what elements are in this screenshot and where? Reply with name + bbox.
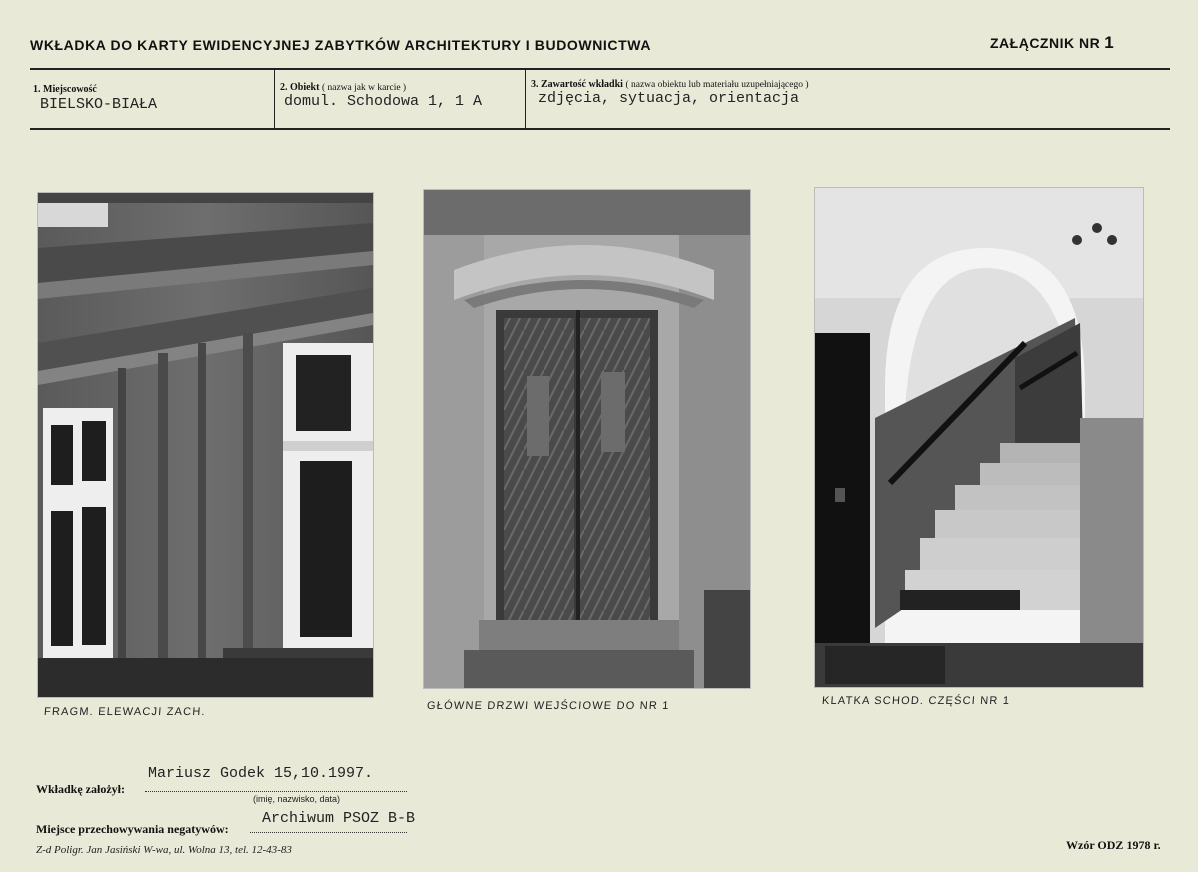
top-rule bbox=[30, 68, 1170, 70]
staircase-illustration bbox=[815, 188, 1143, 687]
facade-illustration bbox=[38, 193, 373, 697]
object-label-text: 2. Obiekt bbox=[280, 82, 320, 93]
locality-label bbox=[33, 84, 97, 95]
negatives-value: Archiwum PSOZ B-B bbox=[262, 810, 416, 827]
founded-dotted-line bbox=[145, 791, 407, 792]
door-illustration bbox=[424, 190, 750, 688]
founded-hint: (imię, nazwisko, data) bbox=[253, 794, 341, 804]
printer-imprint: Z-d Poligr. Jan Jasiński W-wa, ul. Wolna 13, tel. 12-43-83 bbox=[36, 844, 292, 856]
contents-label bbox=[531, 79, 809, 90]
object-value: domul. Schodowa 1, 1 A bbox=[284, 93, 483, 110]
photo-west-facade bbox=[38, 193, 373, 697]
photo-main-door bbox=[424, 190, 750, 688]
field-divider-2 bbox=[525, 70, 526, 128]
annex-label bbox=[990, 33, 1114, 53]
photo-staircase bbox=[815, 188, 1143, 687]
form-title: WKŁADKA DO KARTY EWIDENCYJNEJ ZABYTKÓW ARCHITEKTURY I BUDOWNICTWA bbox=[30, 37, 652, 53]
locality-value: BIELSKO-BIAŁA bbox=[40, 96, 158, 113]
field-divider-1 bbox=[274, 70, 275, 128]
founded-label: Wkładkę założył: bbox=[36, 782, 125, 796]
negatives-label: Miejsce przechowywania negatywów: bbox=[36, 822, 229, 836]
object-label bbox=[280, 82, 406, 93]
contents-label-text: 3. Zawartość wkładki bbox=[531, 79, 623, 90]
locality-label-text: 1. Miejscowość bbox=[33, 84, 97, 95]
contents-label-note: ( nazwa obiektu lub materiału uzupełniającego ) bbox=[625, 80, 809, 90]
object-label-note: ( nazwa jak w karcie ) bbox=[321, 83, 407, 93]
form-code: Wzór ODZ 1978 r. bbox=[1066, 838, 1161, 852]
photo-caption-2: GŁÓWNE DRZWI WEJŚCIOWE DO NR 1 bbox=[426, 700, 670, 712]
founded-value: Mariusz Godek 15,10.1997. bbox=[148, 765, 374, 782]
photo-caption-1: FRAGM. ELEWACJI ZACH. bbox=[43, 706, 207, 718]
negatives-dotted-line bbox=[250, 832, 407, 833]
annex-label-text: ZAŁĄCZNIK NR bbox=[990, 35, 1101, 51]
bottom-rule bbox=[30, 128, 1170, 130]
annex-number: 1 bbox=[1104, 33, 1115, 52]
photo-caption-3: KLATKA SCHOD. CZĘŚCI NR 1 bbox=[821, 695, 1011, 707]
contents-value: zdjęcia, sytuacja, orientacja bbox=[538, 90, 800, 107]
